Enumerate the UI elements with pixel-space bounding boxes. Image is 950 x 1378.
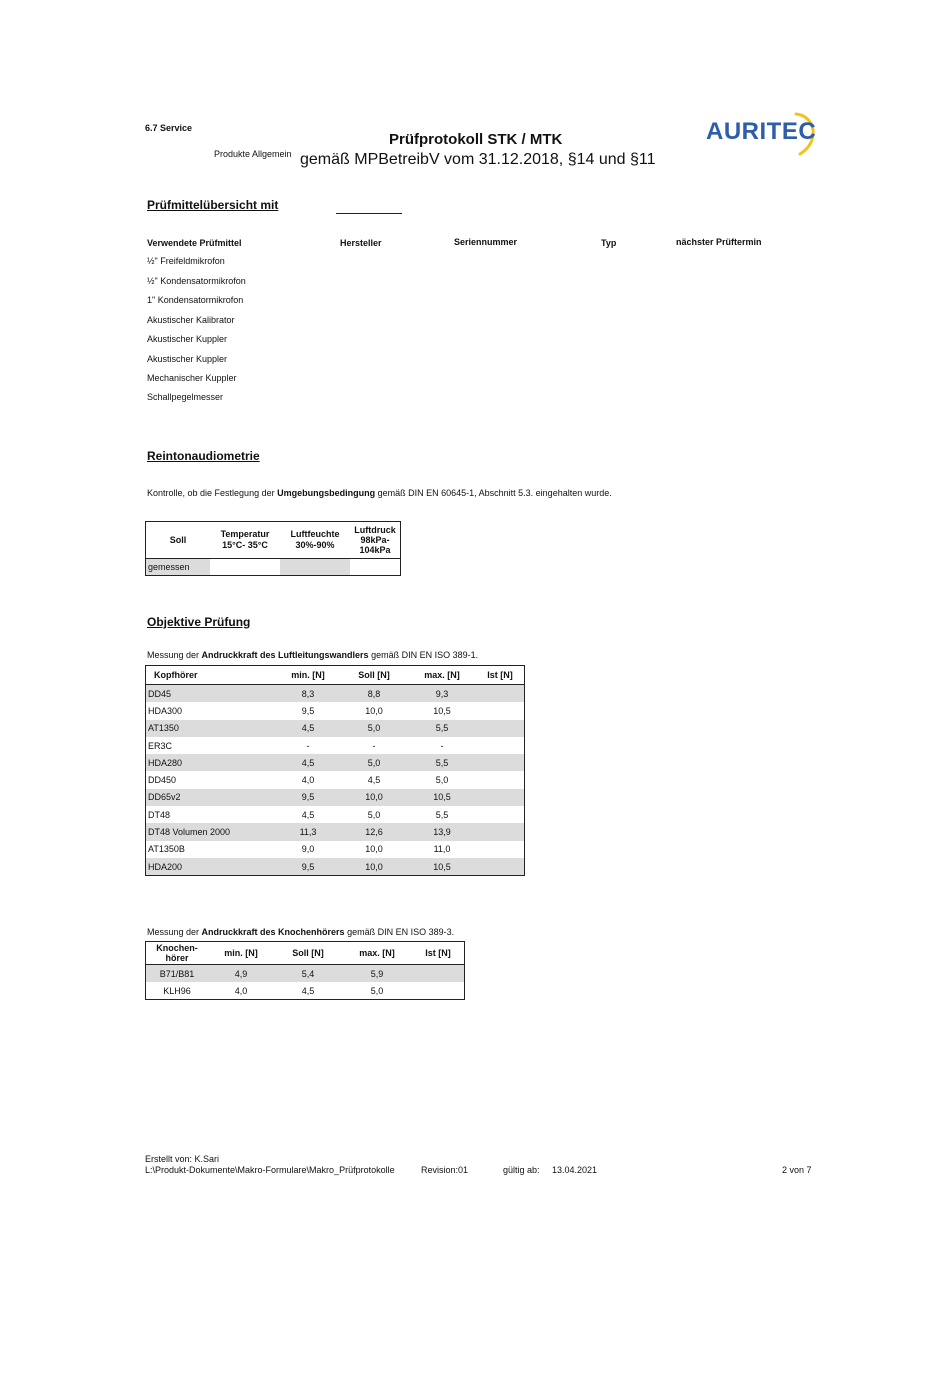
table-row: AT1350 4,5 5,0 5,5 bbox=[146, 720, 525, 737]
air-conduction-table bbox=[145, 665, 525, 876]
table-row: ER3C - - - bbox=[146, 737, 525, 754]
ist-input[interactable] bbox=[412, 965, 465, 983]
list-item: 1" Kondensatormikrofon bbox=[147, 295, 244, 305]
ist-input[interactable] bbox=[476, 806, 525, 823]
col-soll: Soll [N] bbox=[274, 942, 342, 965]
section-label: 6.7 Service bbox=[145, 123, 193, 133]
table-row: DT48 Volumen 2000 11,3 12,6 13,9 bbox=[146, 823, 525, 840]
table-row: DD65v2 9,5 10,0 10,5 bbox=[146, 789, 525, 806]
table-row: DD45 8,3 8,8 9,3 bbox=[146, 685, 525, 703]
col-soll: Soll [N] bbox=[340, 666, 408, 685]
bone-caption: Messung der Andruckkraft des Knochenhörers gemäß DIN EN ISO 389-3. bbox=[147, 927, 455, 937]
ist-input[interactable] bbox=[476, 737, 525, 754]
col-kopfhoerer: Kopfhörer bbox=[146, 666, 277, 685]
category-label: Produkte Allgemein bbox=[214, 149, 292, 159]
col-ist: Ist [N] bbox=[476, 666, 525, 685]
env-humidity: Luftfeuchte 30%-90% bbox=[290, 529, 340, 550]
col-hersteller: Hersteller bbox=[340, 238, 382, 248]
reinton-text: Kontrolle, ob die Festlegung der Umgebungsbedingung gemäß DIN EN 60645-1, Abschnitt 5.3. eingehalten wurde. bbox=[147, 488, 612, 498]
footer-created-by: Erstellt von: K.Sari bbox=[145, 1154, 220, 1164]
overview-heading: Prüfmittelübersicht mit bbox=[147, 198, 279, 212]
col-naechster-prueftermin: nächster Prüftermin bbox=[676, 237, 762, 247]
env-temperature: Temperatur 15°C- 35°C bbox=[220, 529, 270, 550]
col-typ: Typ bbox=[601, 238, 617, 248]
list-item: Akustischer Kuppler bbox=[147, 334, 228, 344]
list-item: Mechanischer Kuppler bbox=[147, 373, 237, 383]
list-item: Akustischer Kalibrator bbox=[147, 315, 235, 325]
footer-valid-label: gültig ab: bbox=[503, 1165, 540, 1175]
ist-input[interactable] bbox=[476, 858, 525, 876]
table-row: HDA280 4,5 5,0 5,5 bbox=[146, 754, 525, 771]
footer-path: L:\Produkt-Dokumente\Makro-Formulare\Makro_Prüfprotokolle bbox=[145, 1165, 395, 1175]
col-seriennummer: Seriennummer bbox=[454, 237, 518, 247]
col-min: min. [N] bbox=[276, 666, 340, 685]
table-row: AT1350B 9,0 10,0 11,0 bbox=[146, 841, 525, 858]
ist-input[interactable] bbox=[476, 789, 525, 806]
ist-input[interactable] bbox=[476, 702, 525, 719]
list-item: Akustischer Kuppler bbox=[147, 354, 228, 364]
env-measured-pressure[interactable] bbox=[350, 559, 401, 576]
col-knochenhoerer: Knochen-hörer bbox=[146, 942, 209, 965]
ist-input[interactable] bbox=[476, 823, 525, 840]
table-row: DD450 4,0 4,5 5,0 bbox=[146, 771, 525, 788]
ist-input[interactable] bbox=[476, 771, 525, 788]
logo-text: AURITEC bbox=[706, 118, 817, 145]
table-row: HDA200 9,5 10,0 10,5 bbox=[146, 858, 525, 876]
env-measured-label: gemessen bbox=[146, 559, 211, 576]
table-row: B71/B81 4,9 5,4 5,9 bbox=[146, 965, 465, 983]
ist-input[interactable] bbox=[476, 685, 525, 703]
ist-input[interactable] bbox=[476, 720, 525, 737]
ist-input[interactable] bbox=[476, 841, 525, 858]
reinton-heading: Reintonaudiometrie bbox=[147, 449, 260, 463]
ist-input[interactable] bbox=[476, 754, 525, 771]
auritec-logo bbox=[704, 108, 820, 160]
env-measured-temp[interactable] bbox=[210, 559, 280, 576]
col-ist: Ist [N] bbox=[412, 942, 465, 965]
bone-conduction-table bbox=[145, 941, 465, 1000]
env-measured-humidity[interactable] bbox=[280, 559, 350, 576]
list-item: Schallpegelmesser bbox=[147, 392, 224, 402]
table-row: KLH96 4,0 4,5 5,0 bbox=[146, 982, 465, 1000]
footer-valid-date: 13.04.2021 bbox=[552, 1165, 598, 1175]
overview-blank-line bbox=[336, 213, 402, 214]
page-title: Prüfprotokoll STK / MTK bbox=[389, 131, 563, 148]
env-pressure: Luftdruck 98kPa-104kPa bbox=[354, 525, 396, 555]
col-pruefmittel: Verwendete Prüfmittel bbox=[147, 238, 242, 248]
page-subtitle: gemäß MPBetreibV vom 31.12.2018, §14 und §11 bbox=[300, 151, 656, 168]
env-soll: Soll bbox=[169, 535, 187, 545]
environment-table bbox=[145, 521, 401, 576]
col-max: max. [N] bbox=[342, 942, 412, 965]
ist-input[interactable] bbox=[412, 982, 465, 1000]
footer-revision: Revision:01 bbox=[421, 1165, 469, 1175]
col-min: min. [N] bbox=[208, 942, 274, 965]
objective-heading: Objektive Prüfung bbox=[147, 615, 251, 629]
air-caption: Messung der Andruckkraft des Luftleitungswandlers gemäß DIN EN ISO 389-1. bbox=[147, 650, 479, 660]
table-row: HDA300 9,5 10,0 10,5 bbox=[146, 702, 525, 719]
col-max: max. [N] bbox=[408, 666, 476, 685]
table-row: DT48 4,5 5,0 5,5 bbox=[146, 806, 525, 823]
footer-page-number: 2 von 7 bbox=[782, 1165, 812, 1175]
list-item: ½" Kondensatormikrofon bbox=[147, 276, 246, 286]
list-item: ½" Freifeldmikrofon bbox=[147, 256, 225, 266]
